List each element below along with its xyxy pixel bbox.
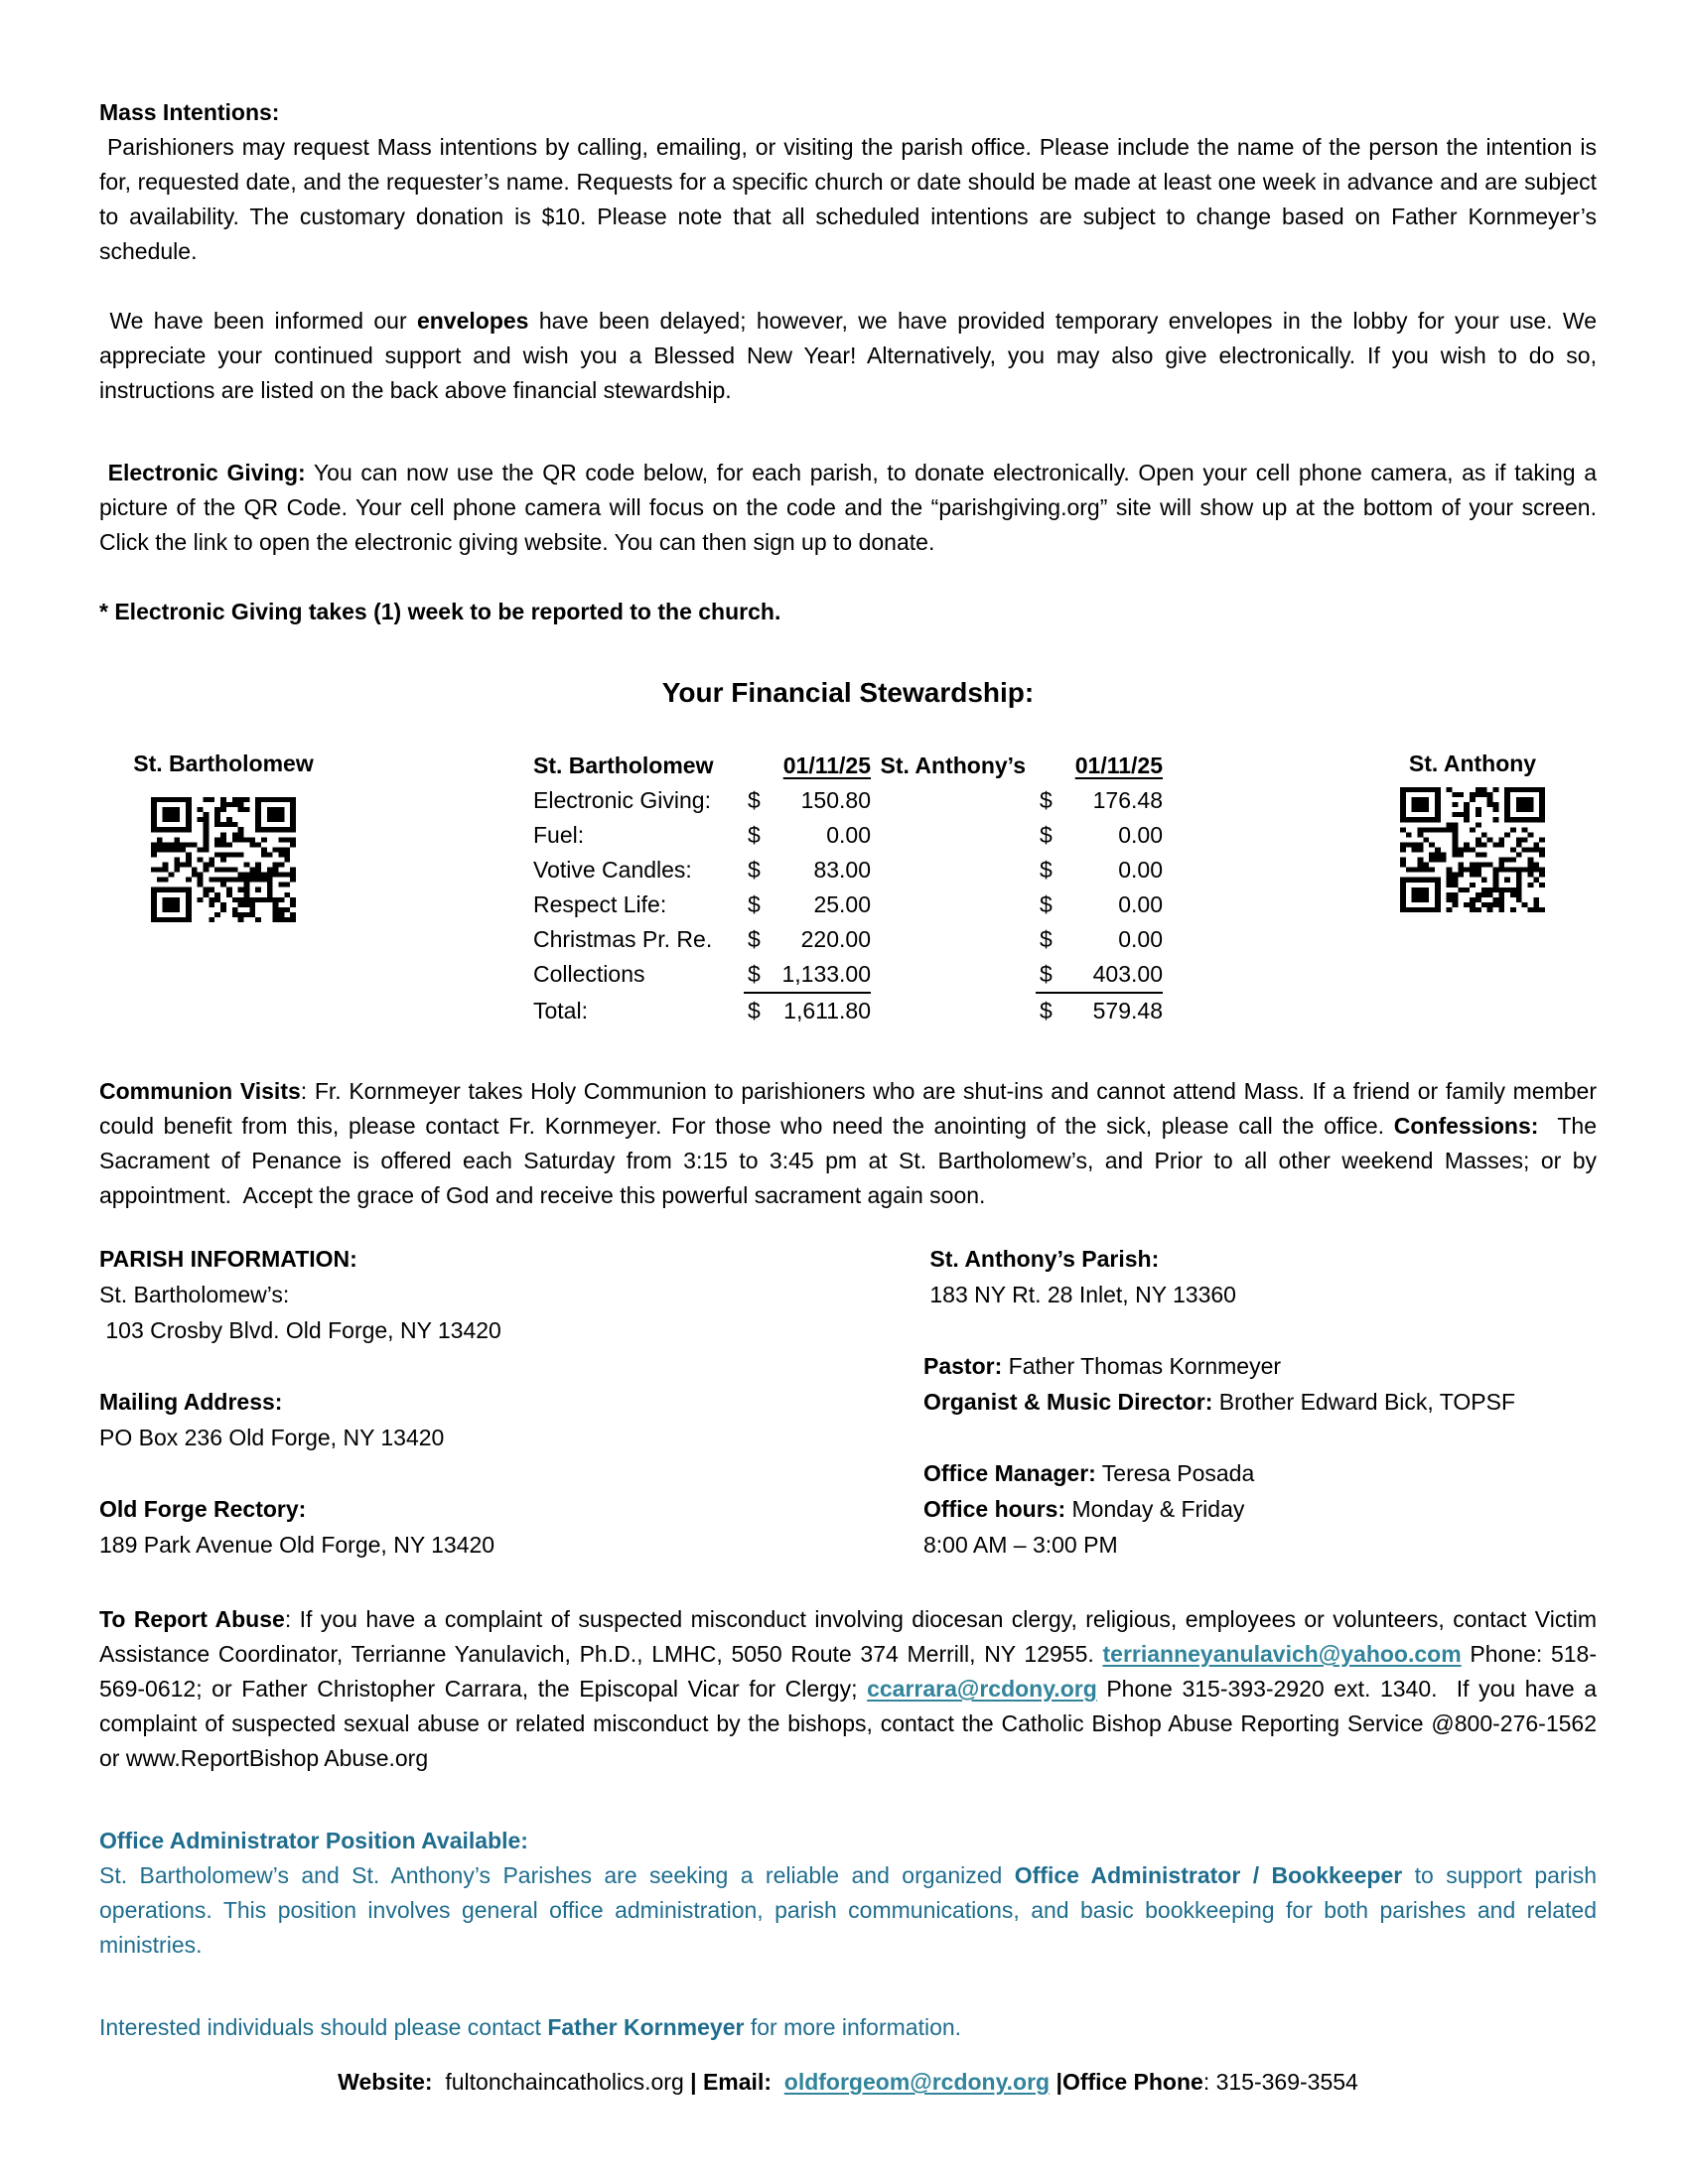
mailing-address-heading: Mailing Address: — [99, 1389, 283, 1415]
stewardship-row-amount-st-bartholomew — [744, 783, 871, 818]
communion-paragraph — [99, 1074, 1604, 1213]
stewardship-row-label: Respect Life: — [533, 891, 667, 917]
communion-text-2: The Sacrament of Penance is offered each Saturday from 3:15 to 3:45 pm at St. Bartholomew’s, and Prior to all other weekend Masses; or by appointment. Accept the grace of God and receive this powerful sacrament again soon. — [99, 1113, 1604, 1208]
currency-symbol: $ — [748, 891, 761, 917]
amount-value: 0.00 — [1118, 891, 1163, 917]
amount-value: 0.00 — [826, 822, 871, 848]
email-link-ccarrara[interactable]: ccarrara@rcdony.org — [867, 1676, 1097, 1702]
parish-info-heading: PARISH INFORMATION: — [99, 1246, 357, 1272]
mass-intentions-body: Parishioners may request Mass intentions by calling, emailing, or visiting the parish office. Please include the name of the person the intention is for, requested date, and the requester’s name. Requests for a specific church or date should be made at least one week in advance and are subject to availability. The customary donation is $10. Please note that all scheduled intentions are subject to change based on Father Kornmeyer’s schedule. — [99, 134, 1604, 264]
amount-value: 0.00 — [1118, 822, 1163, 848]
stewardship-row-spacer — [871, 783, 1036, 818]
stewardship-row-spacer — [871, 853, 1036, 887]
office-hours-value: Monday & Friday — [1065, 1496, 1245, 1522]
stewardship-table-rows — [533, 783, 1163, 1028]
currency-symbol: $ — [748, 998, 761, 1024]
stewardship-row-amount-st-anthony — [1036, 853, 1163, 887]
st-bartholomews-address: 103 Crosby Blvd. Old Forge, NY 13420 — [99, 1317, 501, 1343]
communion-text-1: : Fr. Kornmeyer takes Holy Communion to parishioners who are shut-ins and cannot attend Mass. If a friend or family member could benefit from this, please contact Fr. Kornmeyer. For those who need the anointing of the sick, please call the office. — [99, 1078, 1604, 1139]
electronic-giving-note: * Electronic Giving takes (1) week to be reported to the church. — [99, 599, 781, 624]
stewardship-row — [533, 853, 1163, 887]
mass-intentions-heading: Mass Intentions: — [99, 99, 280, 125]
abuse-text-1: : If you have a complaint of suspected misconduct involving diocesan clergy, religious, employees or volunteers, contact Victim Assistance Coordinator, Terrianne Yanulavich, Ph.D., LMHC, 5050 Route 374 Merrill, NY 12955. — [99, 1606, 1603, 1667]
interested-bold-name: Father Kornmeyer — [547, 2014, 745, 2040]
organist-label: Organist & Music Director: — [923, 1389, 1213, 1415]
rectory-address: 189 Park Avenue Old Forge, NY 13420 — [99, 1532, 495, 1558]
amount-value: 1,133.00 — [781, 961, 871, 987]
amount-value: 0.00 — [1118, 857, 1163, 883]
currency-symbol: $ — [1040, 822, 1053, 848]
parish-info-left-column — [99, 1241, 923, 1563]
qr-label-st-bartholomew: St. Bartholomew — [133, 751, 314, 776]
confessions-label: Confessions: — [1393, 1113, 1539, 1139]
stewardship-row-amount-st-anthony — [1036, 818, 1163, 853]
organist-line — [923, 1384, 1597, 1420]
stewardship-row-label: Electronic Giving: — [533, 787, 711, 813]
stewardship-table-header — [533, 749, 1163, 783]
organist-name: Brother Edward Bick, TOPSF — [1212, 1389, 1516, 1415]
stewardship-row — [533, 818, 1163, 853]
qr-block-st-anthony — [1348, 747, 1597, 922]
stewardship-row-amount-st-bartholomew — [744, 887, 871, 922]
envelopes-bold-word: envelopes — [416, 308, 529, 334]
report-abuse-label: To Report Abuse — [99, 1606, 285, 1632]
office-hours-time: 8:00 AM – 3:00 PM — [923, 1532, 1118, 1558]
amount-value: 403.00 — [1092, 961, 1163, 987]
st-anthonys-address: 183 NY Rt. 28 Inlet, NY 13360 — [923, 1282, 1236, 1307]
email-label: Email: — [702, 2069, 772, 2095]
stewardship-row-label: Christmas Pr. Re. — [533, 926, 713, 952]
envelopes-text-2: have been delayed; however, we have provided temporary envelopes in the lobby for your use. We appreciate your continued support and wish you a Blessed New Year! Alternatively, you may also give electronically. If you wish to do so, instructions are listed on the back above financial stewardship. — [99, 308, 1604, 403]
currency-symbol: $ — [748, 787, 761, 813]
interested-line — [99, 2010, 1597, 2045]
currency-symbol: $ — [1040, 857, 1053, 883]
position-bold-title: Office Administrator / Bookkeeper — [1014, 1862, 1403, 1888]
currency-symbol: $ — [1040, 998, 1053, 1024]
stewardship-row — [533, 994, 1163, 1028]
stewardship-col2-date: 01/11/25 — [1074, 752, 1163, 778]
currency-symbol: $ — [1040, 787, 1053, 813]
interested-text-1: Interested individuals should please contact — [99, 2014, 548, 2040]
amount-value: 150.80 — [800, 787, 871, 813]
currency-symbol: $ — [748, 857, 761, 883]
amount-value: 0.00 — [1118, 926, 1163, 952]
amount-value: 220.00 — [800, 926, 871, 952]
email-link-terrianne[interactable]: terrianneyanulavich@yahoo.com — [1102, 1641, 1462, 1667]
stewardship-row-label: Total: — [533, 998, 588, 1024]
stewardship-col1-date-cell — [744, 749, 871, 783]
qr-label-st-anthony: St. Anthony — [1408, 751, 1537, 776]
abuse-text-3: Phone 315-393-2920 ext. 1340. If you have a complaint of suspected sexual abuse or related misconduct by the bishops, contact the Catholic Bishop Abuse Reporting Service @800-276-1562 or www.ReportBishop Abuse.org — [99, 1676, 1604, 1771]
currency-symbol: $ — [748, 822, 761, 848]
stewardship-row — [533, 887, 1163, 922]
stewardship-row-amount-st-anthony — [1036, 994, 1163, 1028]
stewardship-row-label: Collections — [533, 961, 645, 987]
report-abuse-paragraph — [99, 1602, 1604, 1776]
blank-line — [923, 1312, 1597, 1348]
position-heading: Office Administrator Position Available: — [99, 1828, 528, 1853]
stewardship-row-spacer — [871, 887, 1036, 922]
blank-line — [923, 1420, 1597, 1455]
st-anthonys-parish-heading: St. Anthony’s Parish: — [923, 1246, 1160, 1272]
amount-value: 579.48 — [1092, 998, 1163, 1024]
pastor-line — [923, 1348, 1597, 1384]
mass-intentions-section — [99, 95, 1604, 269]
office-hours-line — [923, 1491, 1597, 1527]
position-body — [99, 1858, 1604, 1963]
amount-value: 1,611.80 — [783, 998, 871, 1024]
position-section — [99, 1824, 1604, 1963]
footer-contact-line — [99, 2065, 1597, 2100]
stewardship-row-amount-st-anthony — [1036, 887, 1163, 922]
office-manager-name: Teresa Posada — [1095, 1460, 1255, 1486]
office-manager-label: Office Manager: — [923, 1460, 1096, 1486]
qr-block-st-bartholomew — [99, 747, 348, 932]
stewardship-row-spacer — [871, 994, 1036, 1028]
stewardship-row-amount-st-bartholomew — [744, 994, 871, 1028]
stewardship-heading: Your Financial Stewardship: — [661, 677, 1035, 708]
stewardship-row-amount-st-anthony — [1036, 957, 1163, 994]
communion-visits-label: Communion Visits — [99, 1078, 301, 1104]
stewardship-section — [99, 747, 1597, 1028]
currency-symbol: $ — [748, 926, 761, 952]
stewardship-row-amount-st-bartholomew — [744, 957, 871, 994]
stewardship-col2-date-cell — [1036, 749, 1163, 783]
footer-divider-2: | — [1050, 2069, 1062, 2095]
blank-line — [99, 1348, 923, 1384]
office-manager-line — [923, 1455, 1597, 1491]
amount-value: 83.00 — [813, 857, 871, 883]
interested-text-2: for more information. — [744, 2014, 962, 2040]
stewardship-col1-date: 01/11/25 — [782, 752, 871, 778]
qr-code-st-anthony-icon — [1400, 787, 1545, 912]
stewardship-row-label: Votive Candles: — [533, 857, 692, 883]
stewardship-col2-header: St. Anthony’s — [880, 752, 1026, 778]
footer-divider-1: | — [690, 2069, 703, 2095]
electronic-giving-label: Electronic Giving: — [99, 460, 306, 485]
stewardship-col1-header: St. Bartholomew — [533, 752, 714, 778]
envelopes-paragraph — [99, 304, 1604, 408]
parish-info-section — [99, 1241, 1597, 1563]
stewardship-row-spacer — [871, 922, 1036, 957]
stewardship-row — [533, 957, 1163, 994]
position-text-1: St. Bartholomew’s and St. Anthony’s Parishes are seeking a reliable and organized — [99, 1862, 1015, 1888]
stewardship-row-amount-st-anthony — [1036, 783, 1163, 818]
st-bartholomews-label: St. Bartholomew’s: — [99, 1282, 290, 1307]
website-label: Website: — [338, 2069, 433, 2095]
currency-symbol: $ — [748, 961, 761, 987]
stewardship-row-amount-st-bartholomew — [744, 922, 871, 957]
amount-value: 176.48 — [1092, 787, 1163, 813]
abuse-text-2: Phone: 518-569-0612; or Father Christopher Carrara, the Episcopal Vicar for Clergy; — [99, 1641, 1597, 1702]
qr-code-st-bartholomew-icon — [151, 797, 296, 922]
stewardship-row-spacer — [871, 957, 1036, 994]
office-hours-label: Office hours: — [923, 1496, 1066, 1522]
website-value: fultonchaincatholics.org — [432, 2069, 691, 2095]
currency-symbol: $ — [1040, 926, 1053, 952]
currency-symbol: $ — [1040, 961, 1053, 987]
stewardship-row — [533, 922, 1163, 957]
stewardship-row-label: Fuel: — [533, 822, 585, 848]
pastor-name: Father Thomas Kornmeyer — [1002, 1353, 1282, 1379]
office-phone-label: Office Phone — [1061, 2069, 1203, 2095]
mailing-address-line: PO Box 236 Old Forge, NY 13420 — [99, 1425, 445, 1450]
email-gap — [772, 2069, 784, 2095]
electronic-giving-paragraph — [99, 456, 1604, 560]
amount-value: 25.00 — [813, 891, 871, 917]
envelopes-text-1: We have been informed our — [99, 308, 417, 334]
position-text-2: to support parish operations. This position involves general office administration, parish communications, and basic bookkeeping for both parishes and related ministries. — [99, 1862, 1604, 1958]
stewardship-row-amount-st-bartholomew — [744, 818, 871, 853]
parish-info-right-column — [923, 1241, 1597, 1563]
stewardship-row-spacer — [871, 818, 1036, 853]
electronic-giving-body: You can now use the QR code below, for each parish, to donate electronically. Open your cell phone camera, as if taking a picture of the QR Code. Your cell phone camera will focus on the code and the “parishgiving.org” site will show up at the bottom of your screen. Click the link to open the electronic giving website. You can then sign up to donate. — [99, 460, 1604, 555]
blank-line — [99, 1455, 923, 1491]
stewardship-row — [533, 783, 1163, 818]
stewardship-row-amount-st-anthony — [1036, 922, 1163, 957]
pastor-label: Pastor: — [923, 1353, 1003, 1379]
stewardship-row-amount-st-bartholomew — [744, 853, 871, 887]
office-phone-value: : 315-369-3554 — [1202, 2069, 1358, 2095]
currency-symbol: $ — [1040, 891, 1053, 917]
stewardship-table — [533, 747, 1163, 1028]
email-link-oldforgeom[interactable]: oldforgeom@rcdony.org — [783, 2069, 1051, 2095]
rectory-heading: Old Forge Rectory: — [99, 1496, 307, 1522]
